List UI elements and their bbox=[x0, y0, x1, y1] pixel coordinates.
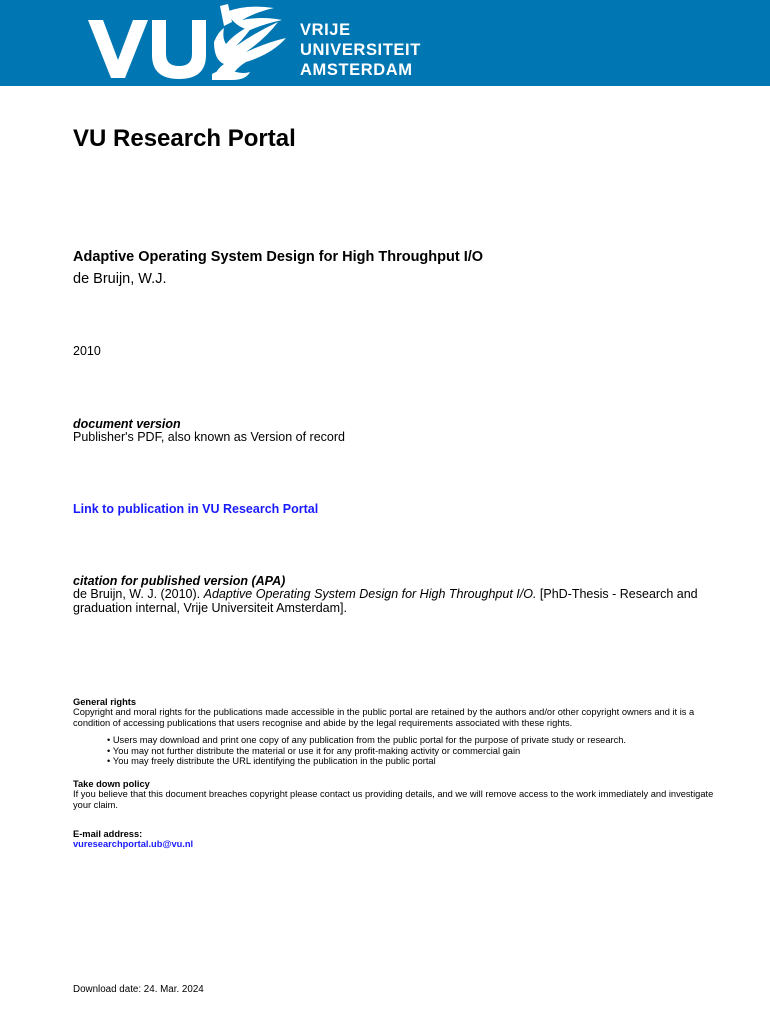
university-name-line3: AMSTERDAM bbox=[300, 61, 413, 79]
take-down-body: If you believe that this document breaches copyright please contact us providing details, and we will remove access to the work immediately and investigate your claim. bbox=[73, 789, 714, 810]
header-band bbox=[0, 0, 770, 86]
citation-prefix: de Bruijn, W. J. (2010). bbox=[73, 587, 204, 601]
list-item: • You may not further distribute the material or use it for any profit-making activity or commercial gain bbox=[107, 746, 626, 757]
general-rights-heading: General rights bbox=[73, 697, 137, 707]
citation-title: Adaptive Operating System Design for High Throughput I/O. bbox=[203, 587, 537, 601]
publication-authors: de Bruijn, W.J. bbox=[73, 271, 167, 287]
general-rights-list bbox=[107, 735, 626, 767]
document-version-value: Publisher's PDF, also known as Version of record bbox=[73, 430, 345, 444]
citation-text bbox=[73, 587, 713, 615]
email-link[interactable]: vuresearchportal.ub@vu.nl bbox=[73, 839, 194, 849]
university-name-line2: UNIVERSITEIT bbox=[300, 41, 421, 59]
general-rights-body: Copyright and moral rights for the publications made accessible in the public portal are retained by the authors and/or other copyright owners and it is a condition of accessing publications that users recognise and abide by the legal requirements associated with these rights. bbox=[73, 707, 695, 728]
list-item: • Users may download and print one copy of any publication from the public portal for the purpose of private study or research. bbox=[107, 735, 626, 746]
download-date: Download date: 24. Mar. 2024 bbox=[73, 984, 204, 995]
list-item: • You may freely distribute the URL identifying the publication in the public portal bbox=[107, 756, 626, 767]
university-name-line1: VRIJE bbox=[300, 21, 351, 39]
take-down-heading: Take down policy bbox=[73, 779, 150, 789]
citation-suffix: [PhD-Thesis - Research and graduation internal, Vrije Universiteit Amsterdam]. bbox=[73, 587, 698, 615]
document-version-label: document version bbox=[73, 417, 181, 431]
portal-title: VU Research Portal bbox=[73, 125, 296, 152]
publication-portal-link[interactable]: Link to publication in VU Research Portal bbox=[73, 502, 319, 516]
publication-year: 2010 bbox=[73, 344, 101, 358]
citation-label: citation for published version (APA) bbox=[73, 574, 286, 588]
publication-title: Adaptive Operating System Design for High Throughput I/O bbox=[73, 249, 484, 265]
university-name bbox=[300, 20, 421, 80]
email-heading: E-mail address: bbox=[73, 829, 143, 839]
vu-griffin-logo-icon bbox=[86, 2, 296, 82]
